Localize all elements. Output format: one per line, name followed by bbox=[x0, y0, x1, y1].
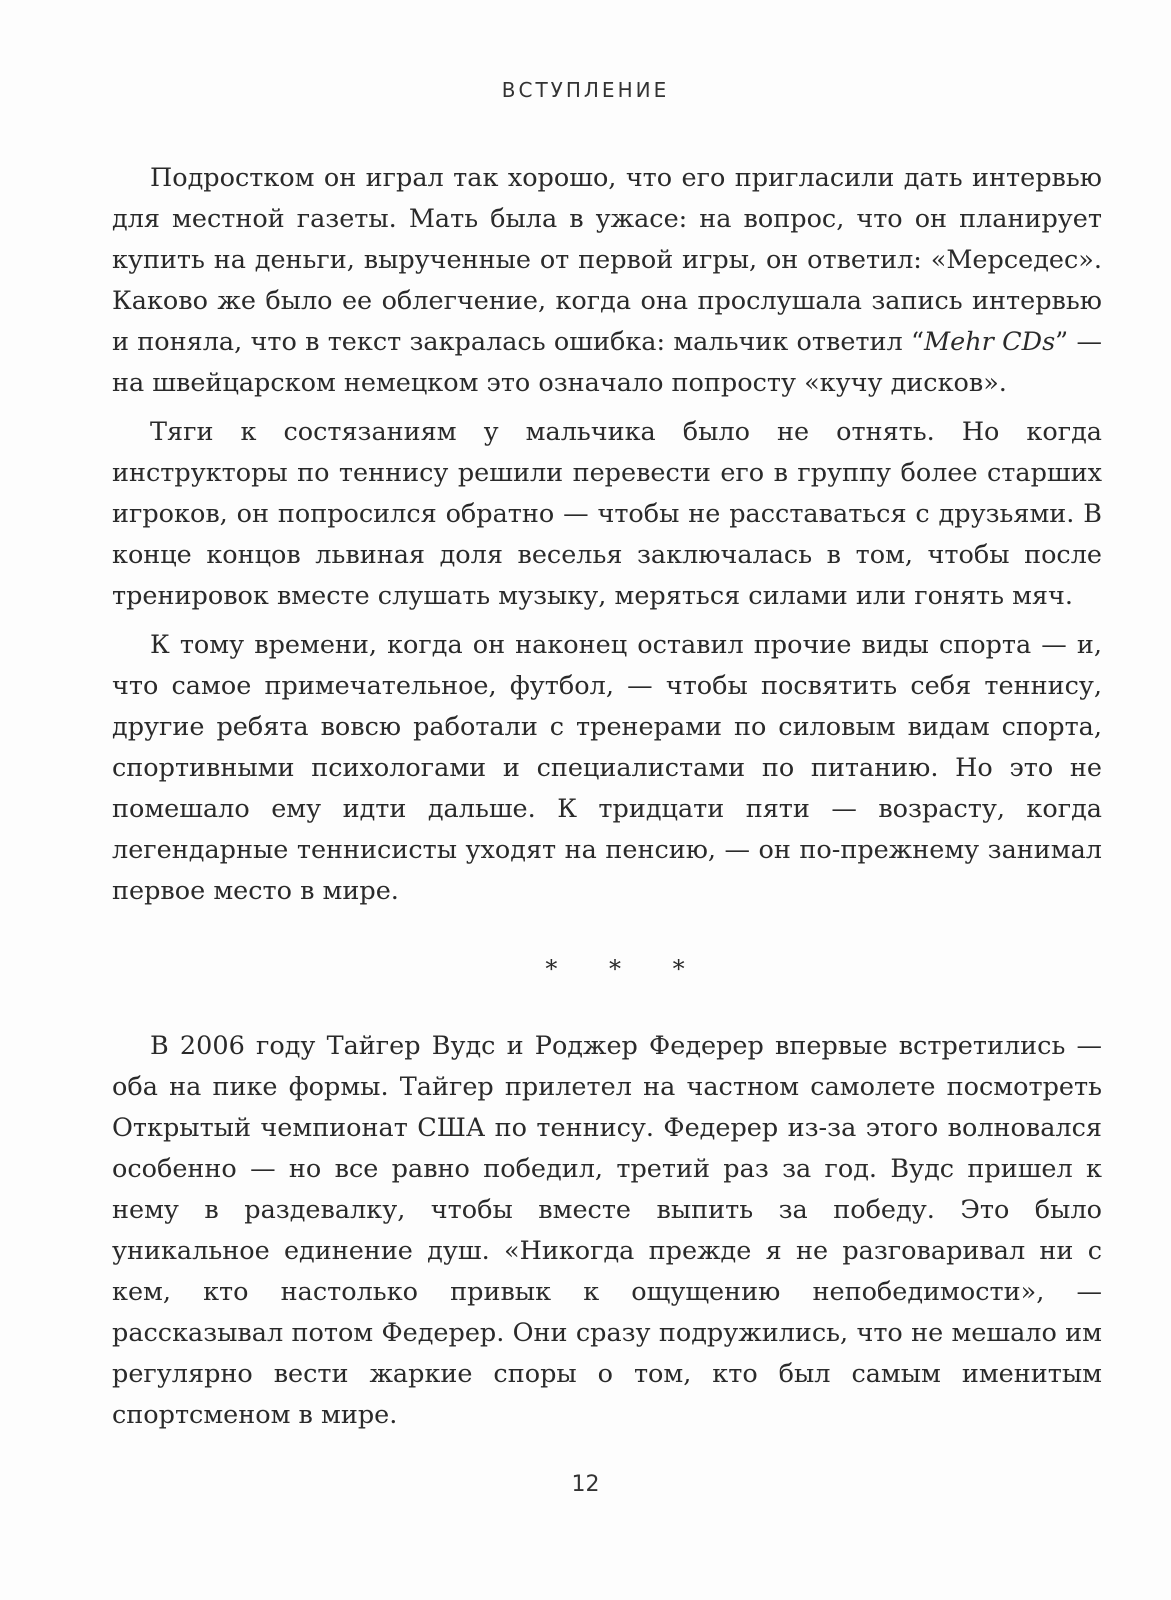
running-head: ВСТУПЛЕНИЕ bbox=[501, 78, 670, 102]
body-text bbox=[112, 158, 1102, 1444]
paragraph-4: В 2006 году Тайгер Вудс и Роджер Федерер впервые встретились — оба на пике формы. Тайгер прилетел на частном самолете посмотреть Открытый чемпионат США по теннису. Федерер из-за этого волновался особенно — но все равно победил, третий раз за год. Вудс пришел к нему в раздевалку, чтобы вместе выпить за победу. Это было уникальное единение душ. «Никогда прежде я не разговаривал ни с кем, кто настолько привык к ощущению непобедимости», — рассказывал потом Федерер. Они сразу подружились, что не мешало им регулярно вести жаркие споры о том, кто был самым именитым спортсменом в мире. bbox=[112, 1031, 1102, 1430]
paragraph-3: К тому времени, когда он наконец оставил прочие виды спорта — и, что самое примечательное, футбол, — чтобы посвятить себя теннису, другие ребята вовсю работали с тренерами по силовым видам спорта, спортивными психологами и специалистами по питанию. Но это не помешало ему идти дальше. К тридцати пяти — возрасту, когда легендарные теннисисты уходят на пенсию, — он по-прежнему занимал первое место в мире. bbox=[112, 630, 1102, 906]
paragraph-2: Тяги к состязаниям у мальчика было не отнять. Но когда инструкторы по теннису решили перевести его в группу более старших игроков, он попросился обратно — чтобы не расставаться с друзьями. В конце концов львиная доля веселья заключалась в том, чтобы после тренировок вместе слушать музыку, меряться силами или гонять мяч. bbox=[112, 417, 1102, 611]
page-number: 12 bbox=[571, 1472, 600, 1497]
section-separator: * * * bbox=[545, 955, 707, 983]
paragraph-1 bbox=[112, 158, 1102, 404]
italic-phrase: Mehr CDs bbox=[924, 327, 1056, 357]
paragraph-1-part-1: Подростком он играл так хорошо, что его пригласили дать интервью для местной газеты. Мать была в ужасе: на вопрос, что он планирует купить на деньги, вырученные от первой игры, он ответил: «Мерседес». Каково же было ее облегчение, когда она прослушала запись интервью и поняла, что в текст закралась ошибка: мальчик ответил “ bbox=[112, 163, 1102, 357]
paragraph-1-part-2: ” — на швейцарском немецком это означало попросту «кучу дисков». bbox=[112, 327, 1102, 398]
